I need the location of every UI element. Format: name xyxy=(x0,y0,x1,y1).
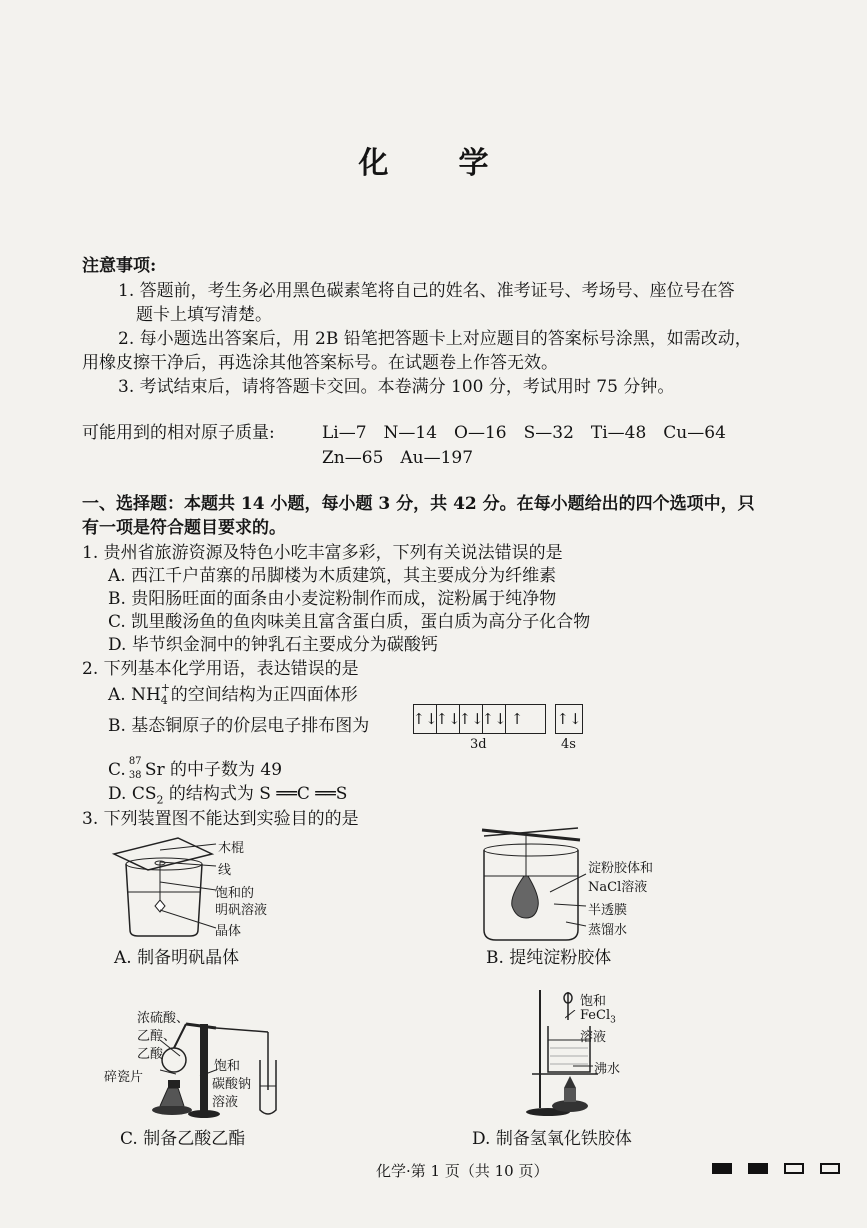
q2-a-text: 的空间结构为正四面体形 xyxy=(170,685,358,705)
q2-c-mass: 87 xyxy=(128,756,142,767)
footer-mark-3 xyxy=(784,1163,804,1174)
label-b-nacl: NaCl溶液 xyxy=(588,880,648,895)
label-c-carbonate: 碳酸钠 xyxy=(212,1077,252,1092)
caption-d: D. 制备氢氧化铁胶体 xyxy=(472,1129,632,1149)
q2-a-prefix: A. NH xyxy=(108,685,161,705)
q2-d-text: 的结构式为 S ══C ══S xyxy=(168,784,348,804)
orbital-3d-label: 3d xyxy=(470,737,487,752)
section-heading: 一、选择题：本题共 14 小题，每小题 3 分，共 42 分。在每小题给出的四个选项中，只 xyxy=(82,494,755,514)
q1-stem: 1. 贵州省旅游资源及特色小吃丰富多彩，下列有关说法错误的是 xyxy=(82,543,563,563)
q2-c-text: 的中子数为 49 xyxy=(170,760,283,780)
notice-item-2-cont: 用橡皮擦干净后，再选涂其他答案标号。在试题卷上作答无效。 xyxy=(82,353,558,373)
q2-option-c xyxy=(108,755,282,780)
label-a-alum: 明矾溶液 xyxy=(215,903,268,918)
page-title: 化 学 xyxy=(358,146,509,181)
q2-c-atomic: 38 xyxy=(128,770,142,781)
orbital-3d-3: ↑↓ xyxy=(460,705,483,733)
label-b-water: 蒸馏水 xyxy=(588,923,628,938)
caption-c: C. 制备乙酸乙酯 xyxy=(120,1129,246,1149)
caption-a: A. 制备明矾晶体 xyxy=(114,948,240,968)
orbital-4s-box xyxy=(555,704,583,734)
orbital-4s-1: ↑↓ xyxy=(556,710,582,728)
footer-mark-4 xyxy=(820,1163,840,1174)
label-c-saturated: 饱和 xyxy=(214,1059,241,1074)
q2-d-subscript: 2 xyxy=(156,793,164,807)
label-d-solution: 溶液 xyxy=(580,1030,607,1045)
q2-a-charge: + xyxy=(160,681,171,694)
footer-mark-2 xyxy=(748,1163,768,1174)
orbital-4s-label: 4s xyxy=(561,737,576,752)
label-b-starch: 淀粉胶体和 xyxy=(588,861,654,876)
label-a-crystal: 晶体 xyxy=(215,924,242,939)
apparatus-a-leaders xyxy=(160,836,220,936)
q2-option-b: B. 基态铜原子的价层电子排布图为 xyxy=(108,716,370,736)
atomic-mass-label: 可能用到的相对原子质量: xyxy=(82,423,275,443)
q2-option-a xyxy=(108,680,358,705)
label-d-subscript: 3 xyxy=(610,1015,616,1026)
orbital-3d-2: ↑↓ xyxy=(437,705,460,733)
label-a-stick: 木棍 xyxy=(218,841,245,856)
section-heading-cont: 有一项是符合题目要求的。 xyxy=(82,518,286,538)
q1-option-c: C. 凯里酸汤鱼的鱼肉味美且富含蛋白质，蛋白质为高分子化合物 xyxy=(108,612,591,632)
label-d-boiling: 沸水 xyxy=(594,1062,621,1077)
notice-item-3: 3. 考试结束后，请将答题卡交回。本卷满分 100 分，考试用时 75 分钟。 xyxy=(118,377,675,397)
q1-option-d: D. 毕节织金洞中的钟乳石主要成分为碳酸钙 xyxy=(108,635,438,655)
notice-item-1-cont: 题卡上填写清楚。 xyxy=(136,305,272,325)
q1-option-b: B. 贵阳肠旺面的面条由小麦淀粉制作而成，淀粉属于纯净物 xyxy=(108,589,557,609)
label-d-fecl3 xyxy=(580,1008,616,1026)
label-c-reagent-2: 乙醇、 xyxy=(137,1029,177,1044)
label-b-membrane: 半透膜 xyxy=(588,903,628,918)
apparatus-b-leaders xyxy=(530,860,590,940)
atomic-mass-line2: Zn—65 Au—197 xyxy=(322,448,474,468)
orbital-3d-1: ↑↓ xyxy=(414,705,437,733)
notice-item-1: 1. 答题前，考生务必用黑色碳素笔将自己的姓名、准考证号、考场号、座位号在答 xyxy=(118,281,735,301)
label-d-saturated: 饱和 xyxy=(580,994,607,1009)
page-footer: 化学·第 1 页（共 10 页） xyxy=(376,1162,549,1180)
q2-stem: 2. 下列基本化学用语，表达错误的是 xyxy=(82,659,359,679)
label-a-saturated: 饱和的 xyxy=(215,886,255,901)
atomic-mass-line1: Li—7 N—14 O—16 S—32 Ti—48 Cu—64 xyxy=(322,423,726,443)
q2-option-d xyxy=(108,779,347,806)
notice-item-2: 2. 每小题选出答案后，用 2B 铅笔把答题卡上对应题目的答案标号涂黑，如需改动， xyxy=(118,329,752,349)
q1-option-a: A. 西江千户苗寨的吊脚楼为木质建筑，其主要成分为纤维素 xyxy=(108,566,557,586)
q3-stem: 3. 下列装置图不能达到实验目的的是 xyxy=(82,809,359,829)
notice-heading: 注意事项: xyxy=(82,256,157,276)
orbital-3d-box xyxy=(413,704,546,734)
footer-mark-1 xyxy=(712,1163,732,1174)
q2-d-prefix: D. CS xyxy=(108,784,157,804)
label-c-reagent-1: 浓硫酸、 xyxy=(137,1011,190,1026)
orbital-3d-5: ↑ xyxy=(510,710,524,728)
q2-a-subscript: 4 xyxy=(160,694,168,707)
q2-c-prefix: C. xyxy=(108,760,126,780)
label-a-thread: 线 xyxy=(218,863,232,878)
q2-c-symbol: Sr xyxy=(144,760,165,780)
label-c-solution: 溶液 xyxy=(212,1095,239,1110)
caption-b: B. 提纯淀粉胶体 xyxy=(486,948,612,968)
orbital-3d-4: ↑↓ xyxy=(483,705,506,733)
label-c-reagent-3: 乙酸 xyxy=(137,1047,164,1062)
label-d-fecl-text: FeCl xyxy=(580,1008,611,1023)
label-c-porcelain: 碎瓷片 xyxy=(104,1070,144,1085)
